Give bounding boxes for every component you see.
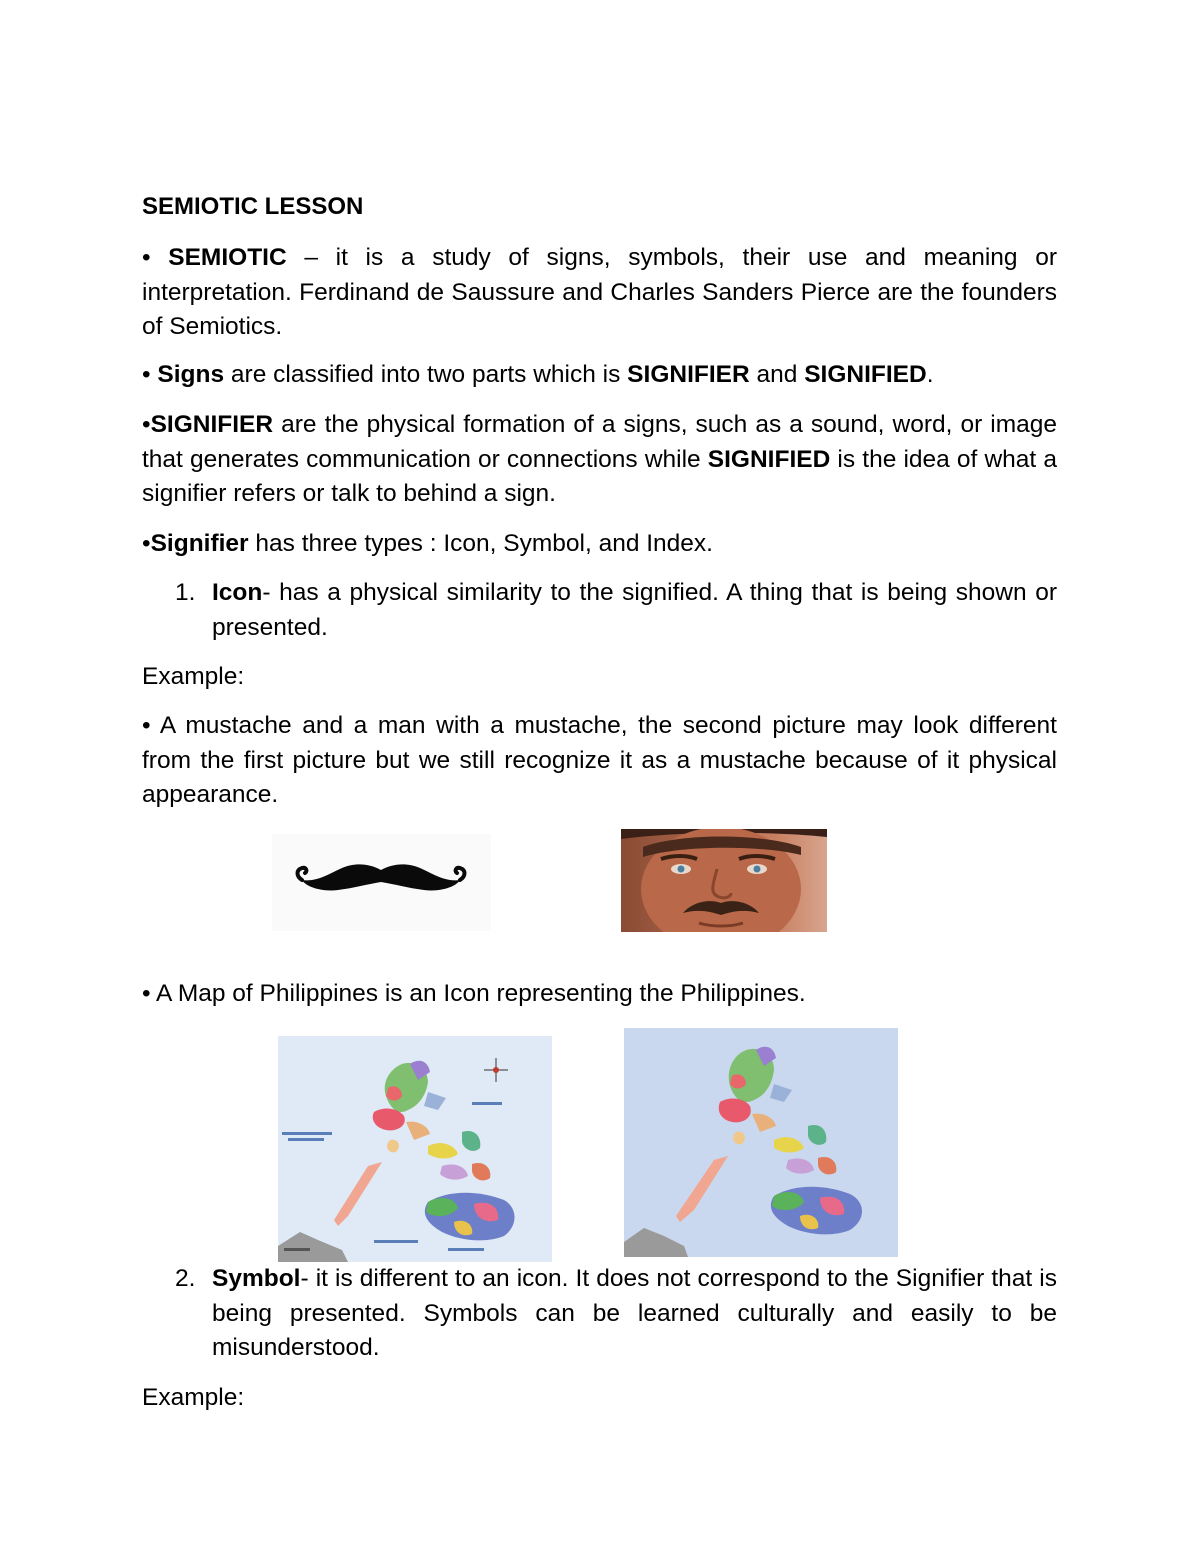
paragraph-map-example: • A Map of Philippines is an Icon representing the Philippines. [142,980,806,1007]
paragraph-text: - has a physical similarity to the signified. A thing that is being shown or presented. [212,579,1057,641]
paragraph-semiotic-definition [142,241,1057,345]
term-signifier: SIGNIFIER [150,411,274,438]
list-item-symbol [212,1262,1057,1366]
paragraph-text: are the physical formation of a signs, such as a sound, word, or image that generates communication or connections while [142,411,1057,473]
term-signifier: SIGNIFIER [627,361,750,388]
term-signified: SIGNIFIED [804,361,927,388]
map-icon [624,1028,898,1257]
term-symbol: Symbol [212,1265,301,1292]
list-number-1: 1. [175,579,196,606]
example-label: Example: [142,663,245,690]
philippines-map-labeled [278,1036,552,1262]
term-signified: SIGNIFIED [707,445,831,473]
term-semiotic: SEMIOTIC [168,244,287,271]
mustache-icon [272,834,491,931]
paragraph-signifier-types [142,527,1057,562]
example-label: Example: [142,1384,245,1411]
term-signs: Signs [157,361,225,388]
bullet: • [142,244,169,271]
paragraph-text: are classified into two parts which is [224,361,628,388]
paragraph-text: and [749,361,805,388]
paragraph-signifier [142,408,1057,512]
map-icon [278,1036,552,1262]
paragraph-text: . [926,361,934,388]
paragraph-text: - it is different to an icon. It does not correspond to the Signifier that is being presented. Symbols can be learned culturally and easily to be misunderstood. [212,1265,1057,1361]
bullet: • [142,411,151,438]
man-with-mustache-photo [621,829,827,932]
term-icon: Icon [212,579,263,606]
bullet: • [142,361,158,388]
paragraph-text: has three types : Icon, Symbol, and Index. [248,530,713,557]
face-icon [621,829,827,932]
paragraph-text: – it is a study of signs, symbols, their use and meaning or interpretation. Ferdinand de Saussure and Charles Sanders Pierce are the founders of Semiotics. [142,244,1057,340]
page-title: SEMIOTIC LESSON [142,193,364,220]
bullet: • [142,530,151,557]
mustache-icon-image [272,834,491,931]
philippines-map-plain [624,1028,898,1257]
list-number-2: 2. [175,1265,196,1292]
term-signifier: Signifier [150,530,249,557]
paragraph-mustache-example: • A mustache and a man with a mustache, the second picture may look different from the first picture but we still recognize it as a mustache because of it physical appearance. [142,712,1057,808]
list-item-icon [212,576,1057,645]
paragraph-signs [142,358,1057,393]
paragraph-text: is the idea of what a signifier refers or talk to behind a sign. [142,445,1057,507]
